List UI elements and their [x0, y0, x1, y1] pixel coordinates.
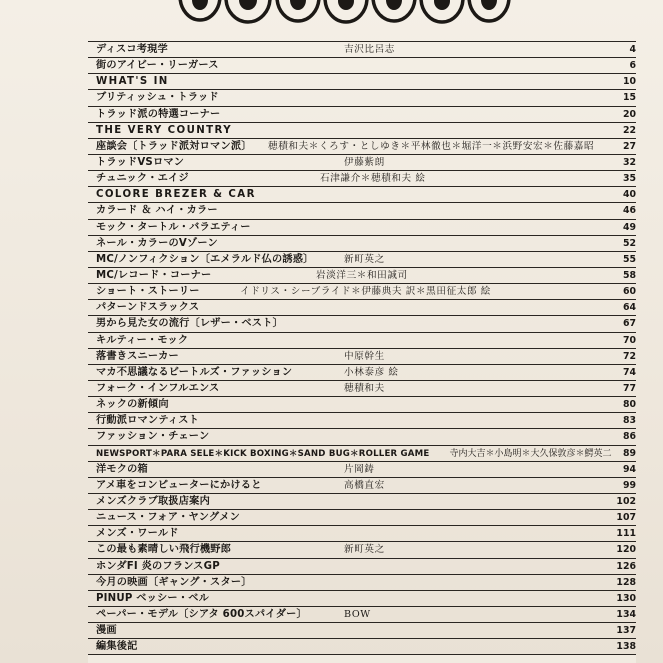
toc-author: 新町英之: [344, 253, 385, 265]
toc-author: イドリス・シーブライド＊伊藤典夫 訳＊黒田征太郎 絵: [240, 286, 491, 298]
toc-row: [88, 575, 636, 591]
toc-author: 高橋直宏: [344, 479, 385, 491]
toc-row: [88, 381, 636, 397]
toc-title: マカ不思議なるビートルズ・ファッション: [96, 366, 293, 378]
toc-page-number: 58: [622, 269, 636, 281]
toc-author: 中原幹生: [344, 350, 385, 362]
toc-row: [88, 123, 636, 139]
toc-title: ブリティッシュ・トラッド: [96, 92, 219, 104]
toc-row: [88, 203, 636, 219]
toc-page-number: 6: [629, 60, 636, 72]
toc-row: [88, 316, 636, 332]
toc-page-number: 55: [622, 253, 636, 265]
toc-title: 洋モクの箱: [96, 463, 148, 475]
toc-row: [88, 58, 636, 74]
toc-page-number: 20: [622, 108, 636, 120]
toc-page-number: 72: [622, 350, 636, 362]
toc-page-number: 46: [622, 205, 636, 217]
toc-title: ペーパー・モデル〔シアタ 600スパイダー〕: [96, 608, 307, 620]
toc-page-number: 80: [622, 399, 636, 411]
toc-title: PINUP ベッシー・ベル: [96, 592, 209, 604]
toc-title: キルティー・モック: [96, 334, 189, 346]
toc-page-number: 22: [622, 124, 636, 136]
toc-page-number: 74: [622, 366, 636, 378]
toc-author: BOW: [344, 608, 371, 620]
toc-title: モック・タートル・バラエティー: [96, 221, 251, 233]
toc-row: [88, 155, 636, 171]
toc-row: [88, 284, 636, 300]
toc-author: 片岡鋳: [344, 463, 375, 475]
toc-page-number: 27: [622, 140, 636, 152]
toc-title-text: NEWSPORT＊PARA SELE＊KICK BOXING＊SAND BUG＊ROLLER GAME: [96, 448, 430, 459]
toc-page-number: 77: [622, 382, 636, 394]
toc-title: この最も素晴しい飛行機野郎: [96, 544, 232, 556]
toc-title: メンズ・ワールド: [96, 528, 179, 540]
toc-page-number: 64: [622, 302, 636, 314]
toc-page-number: 35: [622, 173, 636, 185]
toc-row: [88, 139, 636, 155]
toc-row: [88, 90, 636, 106]
toc-row: [88, 462, 636, 478]
page-bottom-edge: [88, 655, 636, 663]
toc-title: パターンドスラックス: [96, 302, 200, 314]
toc-row: [88, 397, 636, 413]
toc-row: [88, 510, 636, 526]
toc-row: [88, 446, 636, 462]
toc-author: 吉沢比呂志: [344, 44, 395, 55]
toc-title: フォーク・インフルエンス: [96, 382, 220, 394]
toc-title: 行動派ロマンティスト: [96, 415, 200, 427]
toc-author: 石津謙介＊穂積和夫 絵: [320, 173, 426, 185]
toc-row: [88, 526, 636, 542]
toc-title: ファッション・チェーン: [96, 431, 210, 443]
toc-page-number: 60: [622, 286, 636, 298]
toc-page-number: 89: [622, 447, 636, 459]
toc-author: 小林泰彦 絵: [344, 366, 399, 378]
toc-title: トラッドVSロマン: [96, 156, 185, 168]
toc-row: [88, 300, 636, 316]
toc-title: 街のアイビー・リーガース: [96, 60, 219, 72]
toc-page-number: 86: [622, 431, 636, 443]
toc-page-number: 32: [622, 156, 636, 168]
toc-row: [88, 542, 636, 558]
toc-row: [88, 252, 636, 268]
toc-row: [88, 220, 636, 236]
toc-row: [88, 107, 636, 123]
toc-title: 今月の映画〔ギャング・スター〕: [96, 576, 252, 588]
toc-page-number: 94: [622, 463, 636, 475]
toc-row: [88, 333, 636, 349]
toc-row: [88, 365, 636, 381]
toc-page-number: 49: [622, 221, 636, 233]
toc-row: [88, 623, 636, 639]
toc-title: 座談会〔トラッド派対ロマン派〕: [96, 140, 252, 152]
toc-title: WHAT'S IN: [96, 76, 169, 88]
toc-title: ショート・ストーリー: [96, 286, 200, 298]
toc-title: ホンダFI 炎のフランスGP: [96, 560, 220, 572]
toc-author: 寺内大吉＊小島明＊大久保敦彦＊鰐英二: [449, 448, 612, 459]
toc-page-number: 52: [622, 237, 636, 249]
toc-title: ニュース・フォア・ヤングメン: [96, 512, 240, 524]
toc-author: 穂積和夫＊くろす・としゆき＊平林徹也＊堀洋一＊浜野安宏＊佐藤嘉昭: [268, 140, 595, 152]
toc-row: [88, 591, 636, 607]
toc-title: MC/ノンフィクション〔エメラルド仏の誘惑〕: [96, 253, 314, 265]
toc-page-number: 128: [616, 576, 636, 588]
toc-page-number: 134: [616, 608, 636, 620]
toc-author: 岩淡洋三＊和田誠司: [316, 269, 408, 281]
toc-row: [88, 639, 636, 655]
toc-row: [88, 171, 636, 187]
toc-row: [88, 42, 636, 58]
toc-row: [88, 559, 636, 575]
toc-row: [88, 429, 636, 445]
toc-row: [88, 607, 636, 623]
toc-title: THE VERY COUNTRY: [96, 124, 232, 136]
toc-page-number: 10: [622, 76, 636, 88]
toc-title: 落書きスニーカー: [96, 350, 179, 362]
toc-title: チュニック・エイジ: [96, 173, 189, 185]
toc-page-number: 111: [616, 528, 636, 540]
toc-title: 編集後記: [96, 641, 138, 653]
toc-row: [88, 236, 636, 252]
table-of-contents: [88, 41, 636, 655]
toc-author: 伊藤紫朗: [344, 156, 385, 168]
toc-title: カラード ＆ ハイ・カラー: [96, 205, 218, 217]
toc-title: トラッド派の特選コーナー: [96, 108, 221, 120]
toc-title: アメ車をコンピューターにかけると: [96, 479, 262, 491]
toc-row: [88, 413, 636, 429]
toc-author: 穂積和夫: [344, 382, 385, 394]
toc-page-number: 83: [622, 415, 636, 427]
toc-title: MC/レコード・コーナー: [96, 269, 212, 281]
toc-row: [88, 478, 636, 494]
contents-masthead-logo: [178, 0, 528, 28]
toc-title: ディスコ考現学: [96, 44, 168, 55]
toc-row: [88, 268, 636, 284]
toc-page-number: 138: [616, 641, 636, 653]
toc-title: メンズクラブ取扱店案内: [96, 495, 210, 507]
toc-page-number: 107: [616, 512, 636, 524]
toc-page-number: 120: [616, 544, 636, 556]
toc-page-number: 137: [616, 625, 636, 637]
toc-page-number: 130: [616, 592, 636, 604]
toc-title: 男から見た女の流行〔レザー・ベスト〕: [96, 318, 283, 330]
toc-row: [88, 349, 636, 365]
toc-author: 新町英之: [344, 544, 385, 556]
toc-row: [88, 494, 636, 510]
toc-page-number: 4: [629, 44, 636, 55]
toc-row: [88, 187, 636, 203]
toc-title: 漫画: [96, 625, 117, 637]
toc-title: ネール・カラーのVゾーン: [96, 237, 218, 249]
toc-page-number: 99: [622, 479, 636, 491]
toc-title: ネックの新傾向: [96, 399, 169, 411]
toc-page-number: 67: [622, 318, 636, 330]
toc-title: COLORE BREZER & CAR: [96, 189, 256, 201]
toc-row: [88, 74, 636, 90]
toc-page-number: 102: [616, 495, 636, 507]
toc-page-number: 70: [622, 334, 636, 346]
toc-page-number: 40: [622, 189, 636, 201]
toc-page-number: 126: [616, 560, 636, 572]
toc-page-number: 15: [622, 92, 636, 104]
toc-title: [96, 446, 616, 462]
